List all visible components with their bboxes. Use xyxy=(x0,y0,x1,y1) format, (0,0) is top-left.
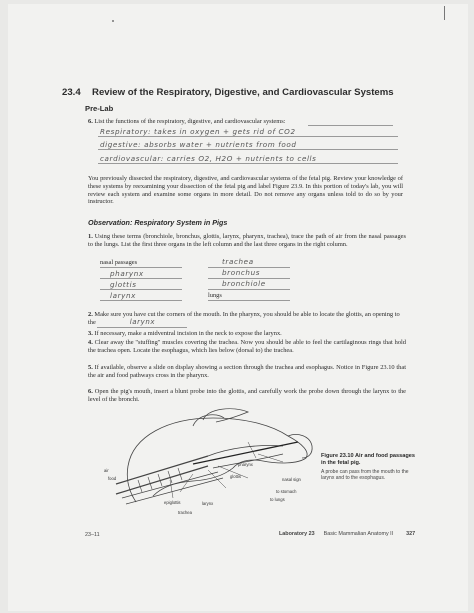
right-item-0: trachea xyxy=(222,257,254,266)
step-1 xyxy=(88,233,406,249)
left-item-3: larynx xyxy=(110,291,137,300)
step-3 xyxy=(88,330,406,338)
footer-right xyxy=(279,531,415,537)
answer-line-2 xyxy=(98,149,398,150)
right-item-1: bronchus xyxy=(222,268,261,277)
label-food: food xyxy=(108,476,117,481)
answer-line-0 xyxy=(308,125,393,126)
label-pharynx: pharynx xyxy=(238,462,253,467)
label-glottis: glottis xyxy=(230,474,241,479)
step-6-text: Open the pig's mouth, insert a blunt probe into the glottis, and carefully work the probe down through the larynx to the level of the bronchi. xyxy=(88,388,406,403)
step-3-text: If necessary, make a midventral incision in the neck to expose the larynx. xyxy=(94,330,282,337)
figure-caption: A probe can pass from the mouth to the larynx and to the esophagus. xyxy=(321,469,409,482)
right-line-2 xyxy=(208,289,290,290)
prelab-heading: Pre-Lab xyxy=(85,104,114,113)
step-1-text: Using these terms (bronchiole, bronchus, glottis, larynx, pharynx, trachea), trace the path of air from the nasal passages to the lungs. List the first three organs in the left column and the last three organs in the right column. xyxy=(88,233,406,248)
footer-lab: Laboratory 23 xyxy=(279,531,315,537)
right-line-3 xyxy=(208,300,290,301)
label-nasal-sign: nasal sign xyxy=(282,477,301,482)
question-number: 6. xyxy=(88,118,93,125)
footer-page: 327 xyxy=(406,531,416,537)
right-line-1 xyxy=(208,278,290,279)
left-item-1: pharynx xyxy=(110,269,144,278)
step-5-number: 5. xyxy=(88,364,93,371)
figure-caption-block xyxy=(321,453,421,482)
answer-digestive: digestive: absorbs water + nutrients from food xyxy=(100,140,297,149)
observation-heading: Observation: Respiratory System in Pigs xyxy=(88,218,228,227)
left-line-3 xyxy=(100,300,182,301)
label-epiglottis: epiglottis xyxy=(164,500,181,505)
left-line-1 xyxy=(100,278,182,279)
answer-respiratory: Respiratory: takes in oxygen + gets rid of CO2 xyxy=(100,127,296,136)
label-to-lungs: to lungs xyxy=(270,497,285,502)
step-2-answer: larynx xyxy=(97,319,187,328)
step-2 xyxy=(88,311,406,328)
section-title xyxy=(62,87,462,98)
figure-title-text: Air and food passages in the fetal pig. xyxy=(321,453,416,466)
figure-illustration xyxy=(98,406,318,506)
question-text: List the functions of the respiratory, digestive, and cardiovascular systems: xyxy=(94,118,286,125)
step-4 xyxy=(88,339,406,355)
intro-paragraph: You previously dissected the respiratory, digestive, and cardiovascular systems of the fetal pig. Review your knowledge of these systems by reexamining your dissection of the fetal pig and label Figure 23.9. In this portion of today's lab, you will review each system and examine some organs in more detail. Do not remove any organs unless told to do so by your instructor. xyxy=(88,175,403,206)
label-larynx: larynx xyxy=(202,501,214,506)
right-column xyxy=(208,257,300,300)
step-4-number: 4. xyxy=(88,339,93,346)
step-6 xyxy=(88,388,406,404)
left-item-2: glottis xyxy=(110,280,137,289)
left-column xyxy=(100,259,188,302)
figure-title xyxy=(321,453,421,467)
step-1-number: 1. xyxy=(88,233,93,240)
footer-course: Basic Mammalian Anatomy II xyxy=(323,531,394,537)
scan-speck xyxy=(112,20,114,22)
footer-left: 23–11 xyxy=(85,532,100,538)
label-to-stomach: to stomach xyxy=(276,489,297,494)
answer-line-1 xyxy=(98,136,398,137)
left-line-0 xyxy=(100,267,182,268)
right-item-2: bronchiole xyxy=(222,279,266,288)
step-5-text: If available, observe a slide on display showing a section through the trachea and esophagus. Notice in Figure 23.10 that the air and food pathways cross in the pharynx. xyxy=(88,364,406,379)
step-2-text: Make sure you have cut the corners of the mouth. In the pharynx, you should be able to locate the glottis, an opening to the xyxy=(88,311,400,326)
step-4-text: Clear away the "stuffing" muscles covering the trachea. Now you should be able to feel the cartilaginous rings that hold the trachea open. Locate the esophagus, which lies below (dorsal to) the trachea. xyxy=(88,339,406,354)
section-number: 23.4 xyxy=(62,87,81,98)
answer-cardiovascular: cardiovascular: carries O2, H2O + nutrients to cells xyxy=(100,154,317,163)
right-line-0 xyxy=(208,267,290,268)
label-trachea: trachea xyxy=(178,510,192,515)
figure-label: Figure 23.10 xyxy=(321,453,354,459)
left-line-2 xyxy=(100,289,182,290)
section-heading: Review of the Respiratory, Digestive, and Cardiovascular Systems xyxy=(92,87,394,98)
worksheet-page xyxy=(8,4,468,611)
scan-speck xyxy=(444,6,445,20)
label-air: air xyxy=(104,468,109,473)
step-3-number: 3. xyxy=(88,330,93,337)
step-6-number: 6. xyxy=(88,388,93,395)
right-item-3: lungs xyxy=(208,292,222,299)
left-item-0: nasal passages xyxy=(100,259,138,266)
step-2-number: 2. xyxy=(88,311,93,318)
step-5 xyxy=(88,364,406,380)
answer-line-3 xyxy=(98,163,398,164)
